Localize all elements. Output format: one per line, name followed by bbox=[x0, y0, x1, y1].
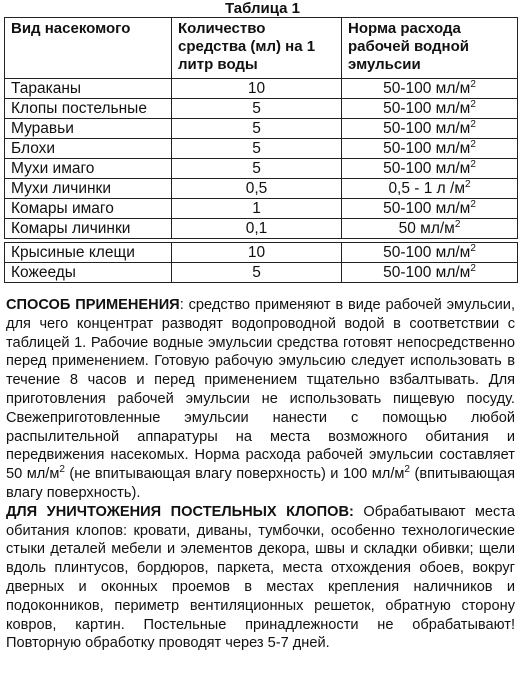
cell-rate-value: 50-100 мл/м bbox=[383, 264, 471, 281]
cell-insect: Мухи имаго bbox=[5, 159, 172, 179]
table-row bbox=[5, 159, 518, 179]
cell-insect: Комары имаго bbox=[5, 199, 172, 219]
cell-insect: Кожееды bbox=[5, 263, 172, 283]
cell-rate bbox=[342, 199, 518, 219]
cell-amount: 5 bbox=[172, 139, 342, 159]
cell-rate-sup: 2 bbox=[454, 218, 461, 230]
cell-rate-sup: 2 bbox=[465, 178, 471, 190]
method-heading: СПОСОБ ПРИМЕНЕНИЯ bbox=[6, 297, 180, 313]
cell-rate-value: 50 мл/м bbox=[398, 220, 455, 237]
cell-rate-value: 50-100 мл/м bbox=[383, 160, 471, 177]
table-row bbox=[5, 243, 518, 263]
cell-amount: 0,1 bbox=[172, 219, 342, 239]
method-sup-1: 2 bbox=[59, 464, 65, 476]
cell-rate bbox=[342, 99, 518, 119]
cell-amount: 5 bbox=[172, 159, 342, 179]
cell-rate-value: 50-100 мл/м bbox=[383, 80, 471, 97]
cell-rate bbox=[342, 79, 518, 99]
cell-rate-sup: 2 bbox=[470, 158, 476, 170]
cell-insect: Крысиные клещи bbox=[5, 243, 172, 263]
table-body-extra bbox=[5, 243, 518, 283]
instructions bbox=[6, 296, 515, 653]
cell-amount: 10 bbox=[172, 79, 342, 99]
table-body bbox=[5, 79, 518, 239]
cell-rate bbox=[342, 219, 518, 239]
table-row bbox=[5, 79, 518, 99]
cell-amount: 5 bbox=[172, 119, 342, 139]
table-row bbox=[5, 139, 518, 159]
dosage-table bbox=[4, 17, 518, 283]
cell-rate-sup: 2 bbox=[470, 78, 476, 90]
header-insect: Вид насекомого bbox=[5, 18, 172, 79]
table-row bbox=[5, 263, 518, 283]
cell-rate-value: 50-100 мл/м bbox=[383, 200, 471, 217]
method-body-2: (не впитывающая влагу поверхность) и 100 мл/м bbox=[64, 466, 405, 483]
cell-rate-sup: 2 bbox=[470, 118, 476, 130]
cell-rate-value: 50-100 мл/м bbox=[383, 120, 471, 137]
cell-rate-value: 50-100 мл/м bbox=[383, 140, 471, 157]
method-paragraph bbox=[6, 296, 515, 503]
header-amount: Количество средства (мл) на 1 литр воды bbox=[172, 18, 342, 79]
table-row bbox=[5, 99, 518, 119]
method-sup-2: 2 bbox=[404, 464, 410, 476]
cell-rate bbox=[342, 179, 518, 199]
bedbug-heading: ДЛЯ УНИЧТОЖЕНИЯ ПОСТЕЛЬНЫХ КЛОПОВ: bbox=[6, 503, 354, 520]
cell-rate-sup: 2 bbox=[470, 242, 476, 254]
bedbug-body: Обрабатывают места обитания клопов: кровати, диваны, тумбочки, особенно технологические стыки деталей мебели и элементов декора, швы и складки обивки; щели вдоль плинтусов, бордюров, паркета, места отхождения обоев, вокруг дверных и оконных проемов в местах крепления наличников и подоконников, периметр вентиляционных решеток, обратную сторону ковров, картин. Постельные принадлежности не обрабатывают! Повторную обработку проводят через 5-7 дней. bbox=[6, 503, 515, 652]
cell-rate bbox=[342, 139, 518, 159]
cell-insect: Тараканы bbox=[5, 79, 172, 99]
cell-insect: Комары личинки bbox=[5, 219, 172, 239]
table-caption: Таблица 1 bbox=[224, 0, 301, 17]
cell-rate-sup: 2 bbox=[470, 138, 476, 150]
cell-insect: Муравьи bbox=[5, 119, 172, 139]
cell-insect: Мухи личинки bbox=[5, 179, 172, 199]
cell-rate-sup: 2 bbox=[470, 262, 476, 274]
table-header-row bbox=[5, 18, 518, 79]
cell-rate bbox=[342, 119, 518, 139]
bedbug-paragraph bbox=[6, 503, 515, 653]
cell-rate-sup: 2 bbox=[470, 198, 476, 210]
cell-rate-value: 0,5 - 1 л /м bbox=[388, 180, 465, 197]
cell-rate-value: 50-100 мл/м bbox=[383, 244, 471, 261]
table-row bbox=[5, 179, 518, 199]
cell-amount: 1 bbox=[172, 199, 342, 219]
cell-rate bbox=[342, 159, 518, 179]
method-body-1: : средство применяют в виде рабочей эмульсии, для чего концентрат разводят водопроводной водой в соответствии с таблицей 1. Рабочие водные эмульсии средства готовят непосредственно перед применением. Готовую рабочую эмульсию следует использовать в течение 8 часов и перед применением тщательно взбалтывать. Для приготовления рабочей эмульсии не использовать пищевую посуду. Свежеприготовленные эмульсии нанести с помощью любой распылительной аппаратуры на места возможного обитания и передвижения насекомых. Норма расхода рабочей эмульсии составляет 50 мл/м bbox=[6, 297, 515, 483]
table-row bbox=[5, 219, 518, 239]
cell-rate-sup: 2 bbox=[470, 98, 476, 110]
cell-rate-value: 50-100 мл/м bbox=[383, 100, 471, 117]
method-body-3: (впитывающая влагу поверхность). bbox=[6, 466, 515, 501]
cell-rate bbox=[342, 243, 518, 263]
cell-amount: 5 bbox=[172, 263, 342, 283]
cell-amount: 5 bbox=[172, 99, 342, 119]
cell-insect: Блохи bbox=[5, 139, 172, 159]
cell-amount: 0,5 bbox=[172, 179, 342, 199]
cell-rate bbox=[342, 263, 518, 283]
header-rate: Норма расхода рабочей водной эмульсии bbox=[342, 18, 518, 79]
table-row bbox=[5, 199, 518, 219]
cell-amount: 10 bbox=[172, 243, 342, 263]
table-row bbox=[5, 119, 518, 139]
cell-insect: Клопы постельные bbox=[5, 99, 172, 119]
